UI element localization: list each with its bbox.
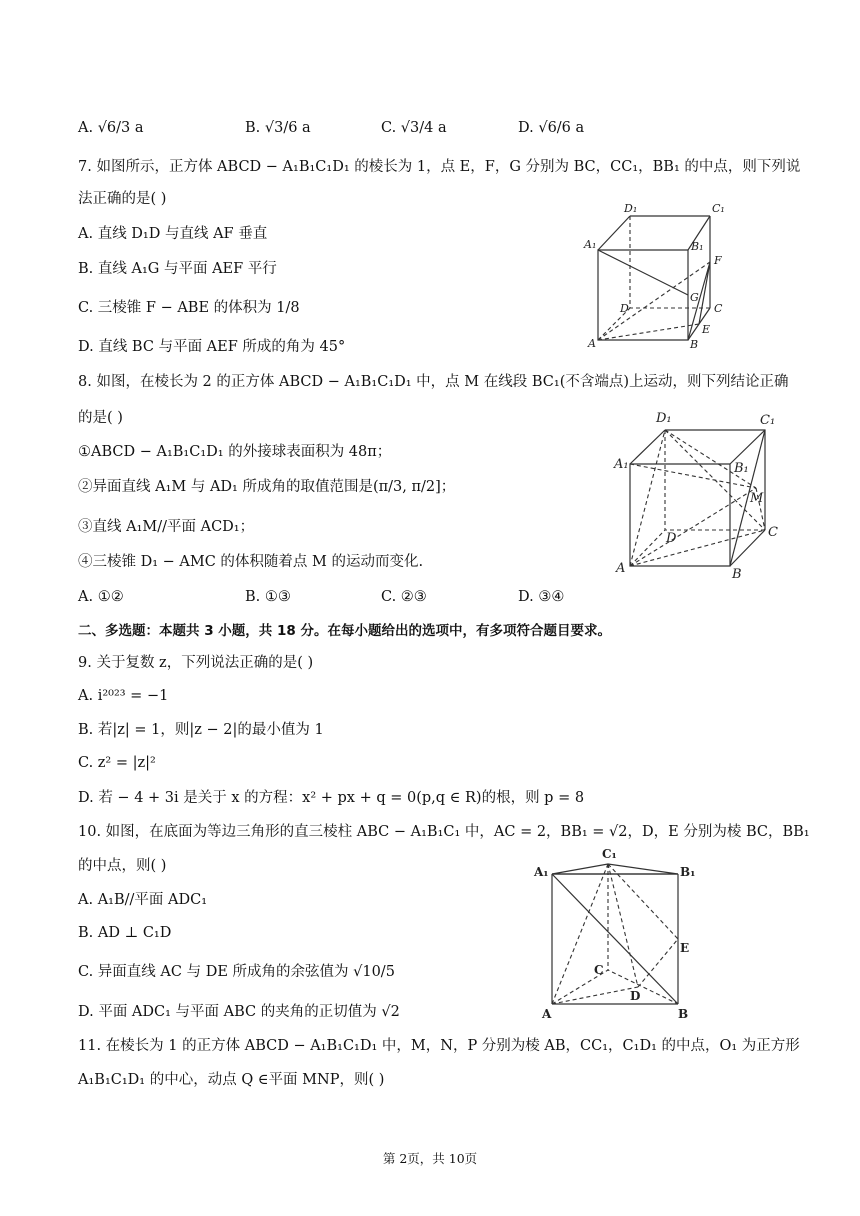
q10-label-c1: C₁ [602,847,617,861]
q8-statement-3: ③直线 A₁M//平面 ACD₁； [78,519,255,535]
page-footer: 第 2页，共 10页 [382,1151,478,1166]
q7-segment-a1g [598,250,688,295]
q6-option-c: C. √3/4 a [381,120,447,136]
q7-label-a: A [588,337,596,350]
q10-option-a: A. A₁B//平面 ADC₁ [78,892,208,908]
q8-label-c1: C₁ [760,413,776,428]
q8-stem-line2: 的是( ) [78,410,123,426]
q10-stem-line1: 10. 如图，在底面为等边三角形的直三棱柱 ABC − A₁B₁C₁ 中，AC = 2，BB₁ = √2，D，E 分别为棱 BC，BB₁ [78,824,810,840]
q8-segment-d1m [665,430,756,488]
q8-option-b: B. ①③ [245,589,291,605]
q8-hidden-edge-ad [630,530,665,566]
q7-label-a1: A₁ [584,238,597,251]
q8-label-m: M [750,491,764,506]
section-2-heading: 二、多选题：本题共 3 小题，共 18 分。在每小题给出的选项中，有多项符合题目要求。 [78,623,611,639]
q10-option-d: D. 平面 ADC₁ 与平面 ABC 的夹角的正切值为 √2 [78,1004,400,1020]
q9-option-d: D. 若 − 4 + 3i 是关于 x 的方程：x² + px + q = 0(p,q ∈ R)的根，则 p = 8 [78,790,585,806]
q10-label-a1: A₁ [534,865,549,879]
q6-option-a: A. √6/3 a [78,120,144,136]
q7-label-g: G [690,291,699,304]
q10-prism-figure [530,842,710,1022]
q8-label-b1: B₁ [734,461,749,476]
q10-segment-c1e [608,864,678,939]
q7-label-d1: D₁ [624,202,638,215]
q8-statement-2: ②异面直线 A₁M 与 AD₁ 所成角的取值范围是(π/3, π/2]； [78,479,456,495]
q8-segment-am [630,488,756,566]
q8-label-b: B [732,567,742,582]
q7-cube-figure [580,200,740,352]
q10-label-c: C [594,963,604,977]
q10-label-e: E [680,941,690,955]
q6-option-b: B. √3/6 a [245,120,311,136]
q8-stem-line1: 8. 如图，在棱长为 2 的正方体 ABCD − A₁B₁C₁D₁ 中，点 M 在线段 BC₁(不含端点)上运动，则下列结论正确 [78,374,789,390]
q10-label-a: A [542,1007,552,1021]
q7-option-a: A. 直线 D₁D 与直线 AF 垂直 [78,226,268,242]
q9-option-c: C. z² = |z|² [78,755,156,771]
q8-option-d: D. ③④ [518,589,565,605]
q10-stem-line2: 的中点，则( ) [78,858,167,874]
q8-label-d: D [666,531,677,546]
q8-cube-figure [610,402,790,582]
q10-segment-c1d [608,864,638,987]
q7-option-c: C. 三棱锥 F − ABE 的体积为 1/8 [78,300,300,316]
q8-option-c: C. ②③ [381,589,427,605]
q10-hidden-base-edges [552,970,678,1004]
q7-label-b1: B₁ [691,240,704,253]
q8-statement-4: ④三棱锥 D₁ − AMC 的体积随着点 M 的运动而变化. [78,554,424,570]
q7-label-f: F [714,254,722,267]
q10-label-b: B [678,1007,689,1021]
q9-option-a: A. i²⁰²³ = −1 [78,688,169,704]
q10-label-b1: B₁ [680,865,696,879]
q10-segment-ad [552,987,641,1004]
q6-option-d: D. √6/6 a [518,120,585,136]
q10-segment-ac1 [552,864,608,1004]
q7-option-d: D. 直线 BC 与平面 AEF 所成的角为 45° [78,339,346,355]
q7-front-face [598,250,688,340]
q10-segment-de [638,939,678,987]
q7-label-e: E [702,323,711,336]
q7-label-c1: C₁ [712,202,725,215]
q10-top-face [552,864,678,874]
q8-segment-ad1 [630,430,665,566]
q10-label-d: D [630,989,641,1003]
q11-stem-line1: 11. 在棱长为 1 的正方体 ABCD − A₁B₁C₁D₁ 中，M，N，P 分别为棱 AB，CC₁，C₁D₁ 的中点，O₁ 为正方形 [78,1038,800,1054]
q8-segment-ac [630,530,765,566]
q7-segment-ae [598,324,699,340]
q8-label-d1: D₁ [656,411,672,426]
q7-label-c: C [714,302,723,315]
q8-label-a: A [616,561,626,576]
q8-label-a1: A₁ [614,457,629,472]
q10-option-c: C. 异面直线 AC 与 DE 所成角的余弦值为 √10/5 [78,964,395,980]
q8-label-c: C [768,525,778,540]
q7-stem-line1: 7. 如图所示，正方体 ABCD − A₁B₁C₁D₁ 的棱长为 1，点 E，F，G 分别为 BC，CC₁，BB₁ 的中点，则下列说 [78,159,801,175]
q8-statement-1: ①ABCD − A₁B₁C₁D₁ 的外接球表面积为 48π； [78,444,392,460]
q7-label-b: B [690,338,699,351]
q7-label-d: D [620,302,629,315]
q7-option-b: B. 直线 A₁G 与平面 AEF 平行 [78,261,277,277]
q11-stem-line2: A₁B₁C₁D₁ 的中心，动点 Q ∈平面 MNP，则( ) [78,1072,385,1088]
q9-stem: 9. 关于复数 z，下列说法正确的是( ) [78,655,314,671]
q8-option-a: A. ①② [78,589,124,605]
q9-option-b: B. 若|z| = 1，则|z − 2|的最小值为 1 [78,722,324,738]
q10-option-b: B. AD ⊥ C₁D [78,925,172,941]
q7-stem-line2: 法正确的是( ) [78,191,167,207]
